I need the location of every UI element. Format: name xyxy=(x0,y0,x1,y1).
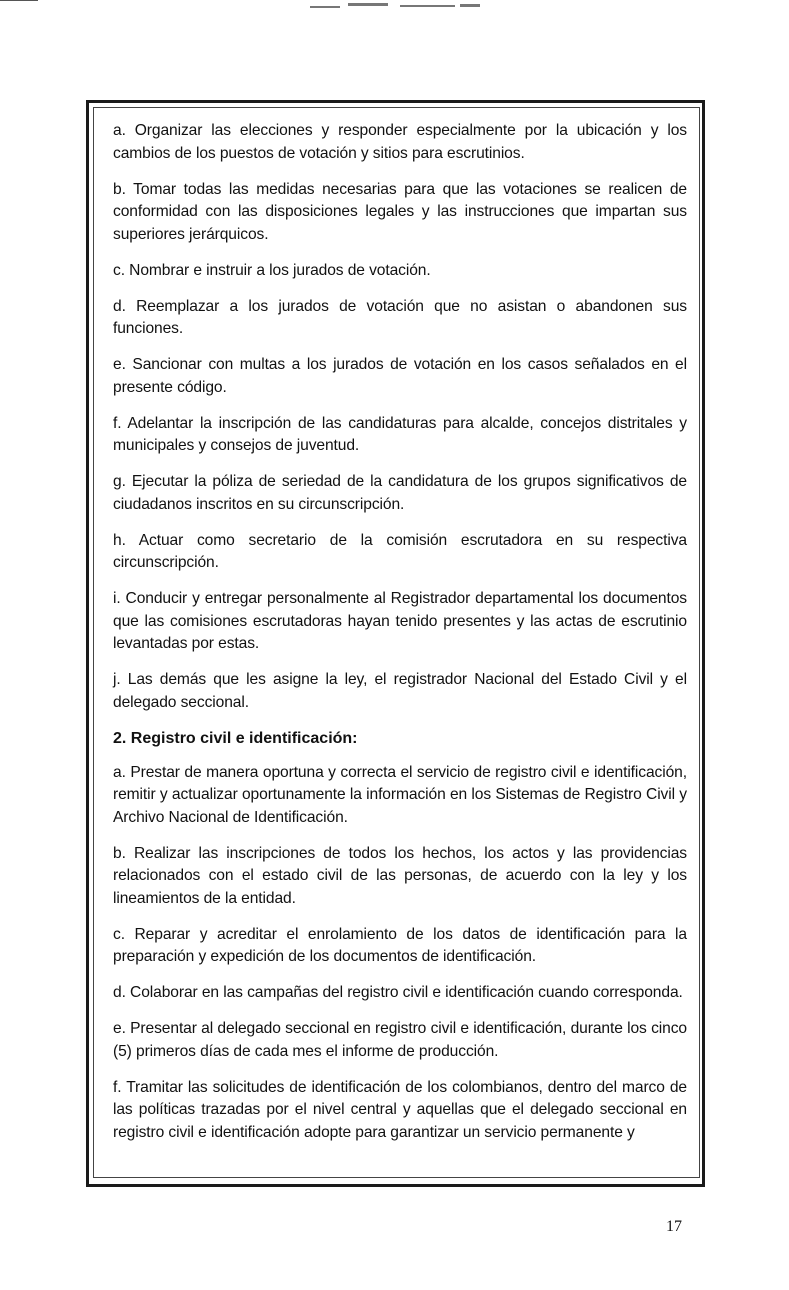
section-heading: 2. Registro civil e identificación: xyxy=(113,729,358,747)
list-item: b. Tomar todas las medidas necesarias para que las votaciones se realicen de conformidad con las disposiciones legales y las instrucciones que impartan sus superiores jerárquicos. xyxy=(113,180,687,243)
list-item: d. Reemplazar a los jurados de votación que no asistan o abandonen sus funciones. xyxy=(113,297,687,337)
list-item: b. Realizar las inscripciones de todos los hechos, los actos y las providencias relacionados con el estado civil de las personas, de acuerdo con la ley y los lineamientos de la entidad. xyxy=(113,844,687,907)
list-item: j. Las demás que les asigne la ley, el registrador Nacional del Estado Civil y el delegado seccional. xyxy=(113,671,687,711)
list-item: e. Presentar al delegado seccional en registro civil e identificación, durante los cinco (5) primeros días de cada mes el informe de producción. xyxy=(113,1020,687,1060)
list-item: e. Sancionar con multas a los jurados de votación en los casos señalados en el presente código. xyxy=(113,356,687,396)
list-item: a. Prestar de manera oportuna y correcta el servicio de registro civil e identificación, remitir y actualizar oportunamente la información en los Sistemas de Registro Civil y Archivo Nacional de Identificación. xyxy=(113,763,687,826)
page-number: 17 xyxy=(666,1218,682,1235)
list-item: f. Tramitar las solicitudes de identificación de los colombianos, dentro del marco de las políticas trazadas por el nivel central y aquellas que el delegado seccional en registro civil e identificación adopte para garantizar un servicio permanente y xyxy=(113,1078,687,1141)
electoral-functions-list xyxy=(113,120,687,714)
list-item: c. Reparar y acreditar el enrolamiento de los datos de identificación para la preparación y expedición de los documentos de identificación. xyxy=(113,925,687,965)
list-item: a. Organizar las elecciones y responder especialmente por la ubicación y los cambios de los puestos de votación y sitios para escrutinios. xyxy=(113,122,687,162)
scan-edge-line xyxy=(0,0,38,1)
civil-registry-functions-list xyxy=(113,762,687,1145)
scan-noise xyxy=(300,0,490,12)
list-item: f. Adelantar la inscripción de las candidaturas para alcalde, concejos distritales y municipales y consejos de juventud. xyxy=(113,414,687,454)
list-item: c. Nombrar e instruir a los jurados de votación. xyxy=(113,261,431,279)
list-item: g. Ejecutar la póliza de seriedad de la candidatura de los grupos significativos de ciudadanos inscritos en su circunscripción. xyxy=(113,473,687,513)
document-body xyxy=(113,120,687,1158)
list-item: i. Conducir y entregar personalmente al Registrador departamental los documentos que las comisiones escrutadoras hayan tenido presentes y las actas de escrutinio levantadas por estas. xyxy=(113,590,687,652)
list-item: d. Colaborar en las campañas del registro civil e identificación cuando corresponda. xyxy=(113,984,683,1001)
list-item: h. Actuar como secretario de la comisión escrutadora en su respectiva circunscripción. xyxy=(113,531,687,571)
